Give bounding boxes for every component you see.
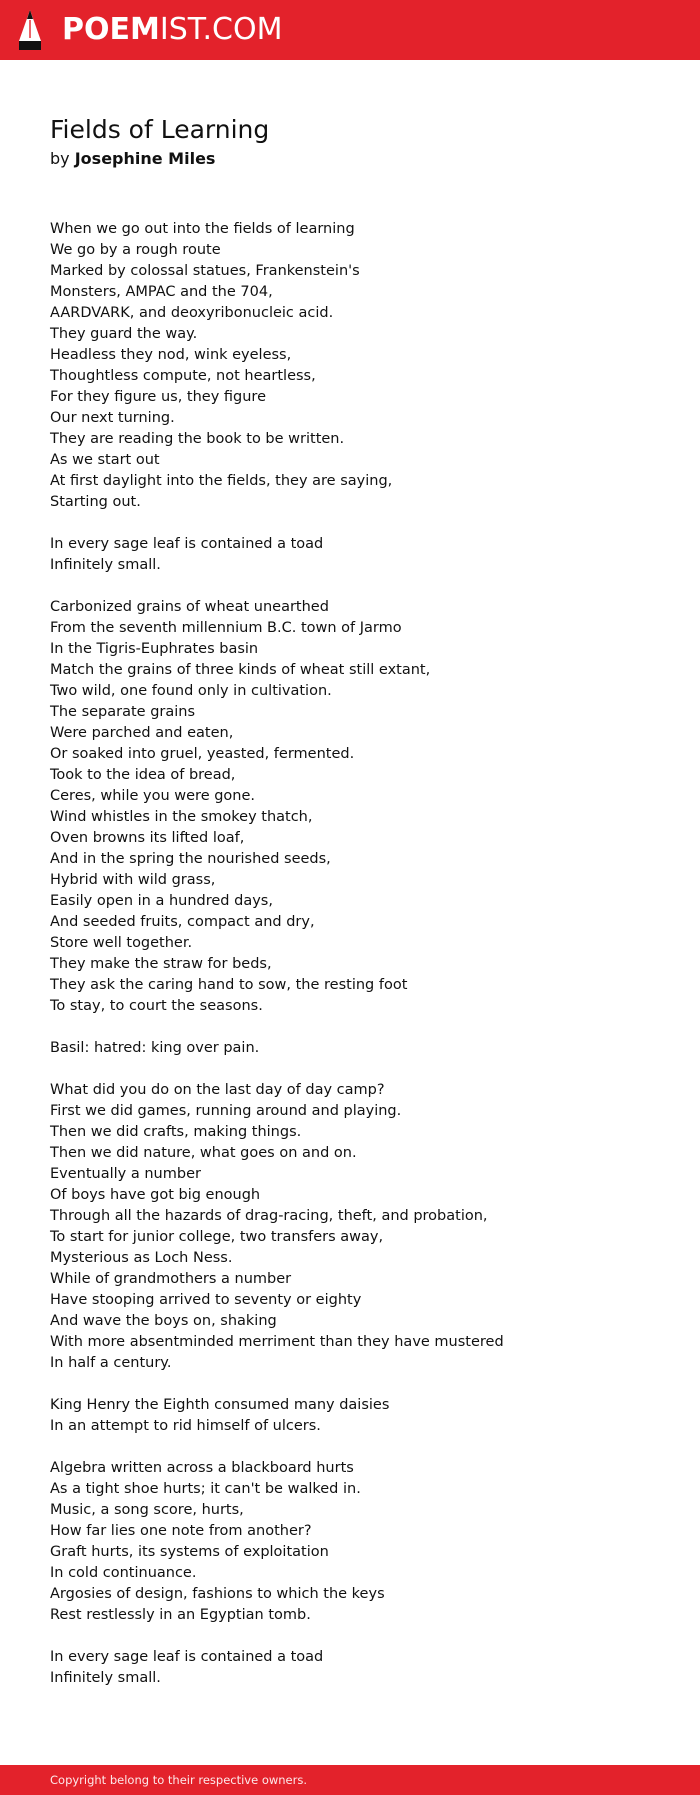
poem-line: Took to the idea of bread, [50, 767, 236, 783]
poem-line: Wind whistles in the smokey thatch, [50, 809, 313, 825]
poem-line: And seeded fruits, compact and dry, [50, 914, 315, 930]
poem-line: As a tight shoe hurts; it can't be walked in. [50, 1481, 361, 1497]
poem-line: They are reading the book to be written. [50, 431, 345, 447]
poem-line: As we start out [50, 452, 160, 468]
poem-line: Then we did crafts, making things. [50, 1124, 302, 1140]
poem-line: Infinitely small. [50, 557, 161, 573]
poem-line: Infinitely small. [50, 1670, 161, 1686]
poem-line: In every sage leaf is contained a toad [50, 1649, 324, 1665]
poem-line: To start for junior college, two transfers away, [50, 1229, 384, 1245]
poem-line: Of boys have got big enough [50, 1187, 261, 1203]
poem-line: And in the spring the nourished seeds, [50, 851, 331, 867]
poem-line: Have stooping arrived to seventy or eighty [50, 1292, 362, 1308]
poem-line: Algebra written across a blackboard hurts [50, 1460, 354, 1476]
poem-line: Thoughtless compute, not heartless, [50, 368, 316, 384]
poem-body [50, 219, 670, 1710]
poem-stanza [50, 1038, 670, 1059]
site-header [0, 0, 700, 60]
poem-stanza [50, 1395, 670, 1437]
poem-line: Headless they nod, wink eyeless, [50, 347, 292, 363]
poem-byline [50, 149, 215, 169]
copyright-text: Copyright belong to their respective owners. [50, 1773, 308, 1787]
poem-line: In cold continuance. [50, 1565, 197, 1581]
pen-nib-icon[interactable] [17, 8, 43, 52]
poem-line: Argosies of design, fashions to which the keys [50, 1586, 385, 1602]
poem-line: Graft hurts, its systems of exploitation [50, 1544, 329, 1560]
poem-stanza [50, 1647, 670, 1689]
poem-stanza [50, 597, 670, 1017]
poem-line: Oven browns its lifted loaf, [50, 830, 245, 846]
site-footer [0, 1765, 700, 1795]
poem-stanza [50, 219, 670, 513]
poem-line: Our next turning. [50, 410, 175, 426]
poem-line: Through all the hazards of drag-racing, theft, and probation, [50, 1208, 488, 1224]
poem-stanza [50, 1080, 670, 1374]
poem-line: King Henry the Eighth consumed many daisies [50, 1397, 390, 1413]
poem-line: First we did games, running around and playing. [50, 1103, 402, 1119]
site-logo[interactable] [62, 11, 282, 49]
poem-line: Marked by colossal statues, Frankenstein's [50, 263, 360, 279]
poem-line: Rest restlessly in an Egyptian tomb. [50, 1607, 311, 1623]
poem-line: From the seventh millennium B.C. town of Jarmo [50, 620, 402, 636]
poem-line: Monsters, AMPAC and the 704, [50, 284, 273, 300]
poem-stanza [50, 534, 670, 576]
poem-line: Two wild, one found only in cultivation. [50, 683, 332, 699]
poem-line: With more absentminded merriment than they have mustered [50, 1334, 504, 1350]
poem-line: Or soaked into gruel, yeasted, fermented. [50, 746, 355, 762]
poem-title: Fields of Learning [50, 115, 270, 144]
poem-line: In an attempt to rid himself of ulcers. [50, 1418, 321, 1434]
poem-line: To stay, to court the seasons. [50, 998, 263, 1014]
by-label: by [50, 149, 70, 168]
poem-line: Carbonized grains of wheat unearthed [50, 599, 329, 615]
poem-line: Hybrid with wild grass, [50, 872, 216, 888]
poem-author: Josephine Miles [74, 149, 216, 168]
poem-line: Were parched and eaten, [50, 725, 234, 741]
poem-line: Basil: hatred: king over pain. [50, 1040, 260, 1056]
poem-line: Mysterious as Loch Ness. [50, 1250, 233, 1266]
poem-line: How far lies one note from another? [50, 1523, 312, 1539]
poem-line: In half a century. [50, 1355, 172, 1371]
logo-light-text: IST.COM [159, 12, 283, 47]
poem-line: When we go out into the fields of learning [50, 221, 355, 237]
poem-line: Eventually a number [50, 1166, 201, 1182]
logo-bold-text: POEM [62, 12, 160, 47]
poem-line: Then we did nature, what goes on and on. [50, 1145, 357, 1161]
poem-line: What did you do on the last day of day camp? [50, 1082, 385, 1098]
poem-line: Starting out. [50, 494, 141, 510]
poem-stanza [50, 1458, 670, 1626]
poem-line: Music, a song score, hurts, [50, 1502, 244, 1518]
poem-line: Easily open in a hundred days, [50, 893, 273, 909]
poem-line: In the Tigris-Euphrates basin [50, 641, 259, 657]
poem-line: Match the grains of three kinds of wheat still extant, [50, 662, 431, 678]
poem-line: For they figure us, they figure [50, 389, 266, 405]
poem-line: They guard the way. [50, 326, 198, 342]
poem-line: AARDVARK, and deoxyribonucleic acid. [50, 305, 334, 321]
poem-line: Store well together. [50, 935, 193, 951]
poem-line: The separate grains [50, 704, 196, 720]
poem-line: Ceres, while you were gone. [50, 788, 256, 804]
poem-line: At first daylight into the fields, they are saying, [50, 473, 393, 489]
poem-line: While of grandmothers a number [50, 1271, 292, 1287]
poem-line: And wave the boys on, shaking [50, 1313, 277, 1329]
poem-line: In every sage leaf is contained a toad [50, 536, 324, 552]
poem-line: We go by a rough route [50, 242, 221, 258]
poem-line: They ask the caring hand to sow, the resting foot [50, 977, 408, 993]
poem-line: They make the straw for beds, [50, 956, 272, 972]
